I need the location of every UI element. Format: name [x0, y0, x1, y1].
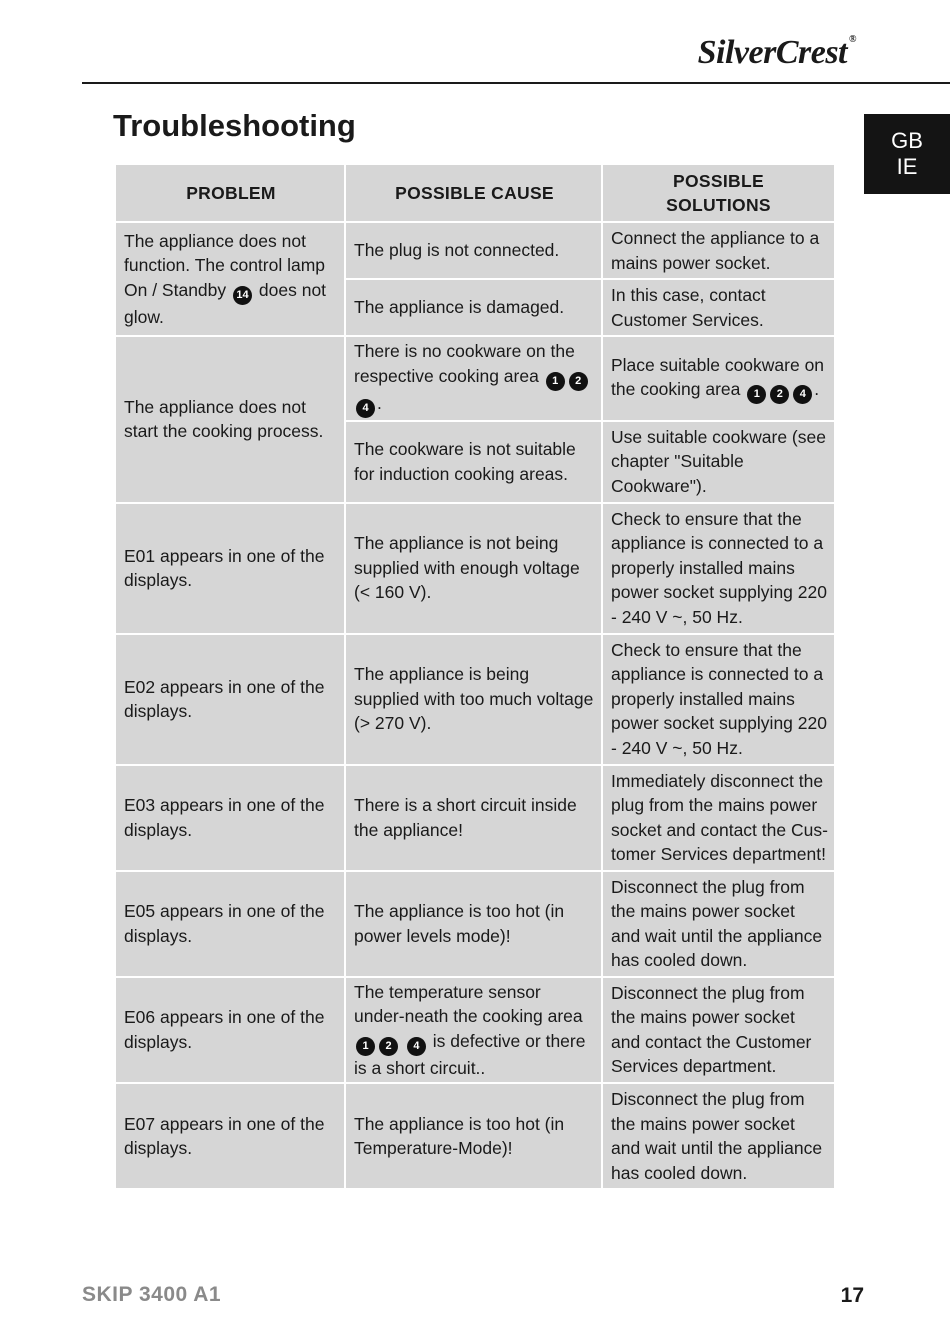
ref-4-icon: 4	[793, 385, 812, 404]
ref-1-icon: 1	[356, 1037, 375, 1056]
cause-cell: The appliance is not being supplied with enough voltage (< 160 V).	[345, 503, 602, 634]
language-tab	[864, 114, 950, 194]
cause-cell: The plug is not connected.	[345, 222, 602, 279]
problem-cell: E01 appears in one of the displays.	[115, 503, 345, 634]
problem-cell: E06 appears in one of the displays.	[115, 977, 345, 1084]
solution-cell: Check to ensure that the appliance is connected to a properly installed mains power socket supplying 220 - 240 V ~, 50 Hz.	[602, 503, 835, 634]
brand-name: SilverCrest	[697, 34, 848, 71]
table-row	[115, 503, 835, 634]
problem-cell: The appliance does not start the cooking process.	[115, 336, 345, 503]
ref-2-icon: 2	[379, 1037, 398, 1056]
cause-cell: The temperature sensor under-neath the cooking area 1 2 4 is defective or there is a short circuit..	[345, 977, 602, 1084]
page-number: 17	[840, 1284, 864, 1307]
problem-cell: E05 appears in one of the displays.	[115, 871, 345, 977]
page-title: Troubleshooting	[113, 108, 356, 143]
header-problem: PROBLEM	[115, 164, 345, 222]
table-row	[115, 634, 835, 765]
footer-model: SKIP 3400 A1	[82, 1283, 222, 1306]
solution-cell: Use suitable cookware (see chapter "Suitable Cookware").	[602, 421, 835, 503]
ref-4-icon: 4	[407, 1037, 426, 1056]
table-row	[115, 336, 835, 421]
table-row	[115, 765, 835, 871]
problem-cell: The appliance does not function. The control lamp On / Standby 14 does not glow.	[115, 222, 345, 336]
troubleshooting-table	[114, 163, 836, 1190]
cause-cell: The appliance is damaged.	[345, 279, 602, 336]
cause-cell: The appliance is too hot (in Temperature-Mode)!	[345, 1083, 602, 1189]
header-solutions: POSSIBLE SOLUTIONS	[602, 164, 835, 222]
solution-cell: Immediately disconnect the plug from the mains power socket and contact the Cus-tomer Services department!	[602, 765, 835, 871]
language-gb: GB	[891, 128, 923, 153]
problem-cell: E03 appears in one of the displays.	[115, 765, 345, 871]
cause-cell: The cookware is not suitable for induction cooking areas.	[345, 421, 602, 503]
table-row	[115, 222, 835, 279]
brand-logo	[698, 34, 856, 72]
solution-cell: Connect the appliance to a mains power socket.	[602, 222, 835, 279]
table-row	[115, 1083, 835, 1189]
solution-cell: Disconnect the plug from the mains power socket and contact the Customer Services department.	[602, 977, 835, 1084]
solution-cell: In this case, contact Customer Services.	[602, 279, 835, 336]
solution-cell: Disconnect the plug from the mains power socket and wait until the appliance has cooled down.	[602, 871, 835, 977]
cause-cell: The appliance is too hot (in power levels mode)!	[345, 871, 602, 977]
problem-cell: E02 appears in one of the displays.	[115, 634, 345, 765]
ref-2-icon: 2	[770, 385, 789, 404]
table-header-row	[115, 164, 835, 222]
solution-cell: Check to ensure that the appliance is connected to a properly installed mains power socket supplying 220 - 240 V ~, 50 Hz.	[602, 634, 835, 765]
ref-1-icon: 1	[546, 372, 565, 391]
ref-4-icon: 4	[356, 399, 375, 418]
header-cause: POSSIBLE CAUSE	[345, 164, 602, 222]
solution-cell: Place suitable cookware on the cooking area 1 2 4 .	[602, 336, 835, 421]
table-row	[115, 977, 835, 1084]
header-rule	[82, 82, 950, 84]
problem-cell: E07 appears in one of the displays.	[115, 1083, 345, 1189]
ref-1-icon: 1	[747, 385, 766, 404]
cause-cell: There is no cookware on the respective cooking area 1 24 .	[345, 336, 602, 421]
language-ie: IE	[896, 154, 918, 179]
cause-cell: The appliance is being supplied with too much voltage (> 270 V).	[345, 634, 602, 765]
ref-2-icon: 2	[569, 372, 588, 391]
cause-cell: There is a short circuit inside the appliance!	[345, 765, 602, 871]
solution-cell: Disconnect the plug from the mains power socket and wait until the appliance has cooled down.	[602, 1083, 835, 1189]
registered-mark: ®	[849, 34, 856, 45]
ref-14-icon: 14	[233, 286, 252, 305]
table-row	[115, 871, 835, 977]
